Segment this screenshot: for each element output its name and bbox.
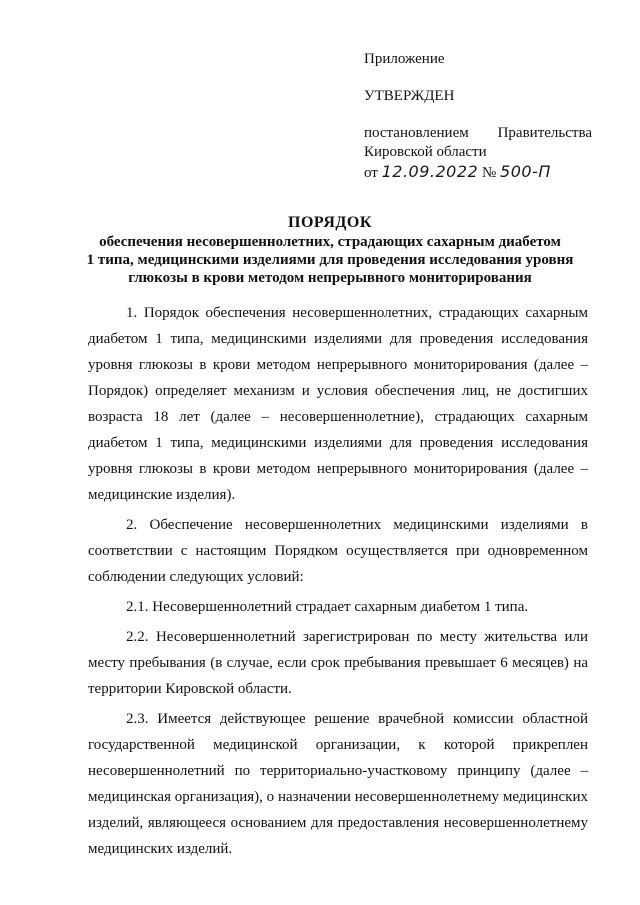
title-subtitle-line-3: глюкозы в крови методом непрерывного мониторирования <box>128 270 532 286</box>
title-subtitle-line-2: 1 типа, медицинскими изделиями для проведения исследования уровня <box>86 252 574 268</box>
document-title <box>60 214 600 287</box>
paragraph-2-2: 2.2. Несовершеннолетний зарегистрирован по месту жительства или месту пребывания (в случае, если срок пребывания превышает 6 месяцев) на территории Кировской области. <box>88 629 588 697</box>
paragraph-2: 2. Обеспечение несовершеннолетних медицинскими изделиями в соответствии с настоящим Порядком осуществляется при одновременном соблюдении следующих условий: <box>88 517 588 585</box>
government-word: Правительства <box>497 125 592 141</box>
handwritten-number: 500-П <box>500 162 551 181</box>
title-subtitle-line-1: обеспечения несовершеннолетних, страдающих сахарным диабетом <box>99 234 561 250</box>
paragraph-2-1: 2.1. Несовершеннолетний страдает сахарным диабетом 1 типа. <box>126 599 529 615</box>
document-body <box>88 300 588 862</box>
title-heading: ПОРЯДОК <box>288 214 372 231</box>
from-label: от <box>364 165 378 181</box>
approval-block <box>364 50 592 183</box>
decree-word: постановлением <box>364 125 469 141</box>
number-label: № <box>481 165 497 181</box>
paragraph-2-3: 2.3. Имеется действующее решение врачебной комиссии областной государственной медицинской организации, к которой прикреплен несовершеннолетний по территориально-участковому принципу (далее – медицинская организация), о назначении несовершеннолетнему медицинских изделий, являющееся основанием для предоставления несовершеннолетнему медицинских изделий. <box>88 711 588 857</box>
approved-label: УТВЕРЖДЕН <box>364 88 455 104</box>
paragraph-1: 1. Порядок обеспечения несовершеннолетних, страдающих сахарным диабетом 1 типа, медицинскими изделиями для проведения исследования уровня глюкозы в крови методом непрерывного мониторирования (далее – Порядок) определяет механизм и условия обеспечения лиц, не достигших возраста 18 лет (далее – несовершеннолетние), страдающих сахарным диабетом 1 типа, медицинскими изделиями для проведения исследования уровня глюкозы в крови методом непрерывного мониторирования (далее – медицинские изделия). <box>88 305 588 503</box>
handwritten-date: 12.09.2022 <box>381 162 479 181</box>
date-number-line <box>364 162 592 183</box>
decree-line <box>364 124 592 143</box>
region-line: Кировской области <box>364 144 487 160</box>
appendix-label: Приложение <box>364 51 445 67</box>
